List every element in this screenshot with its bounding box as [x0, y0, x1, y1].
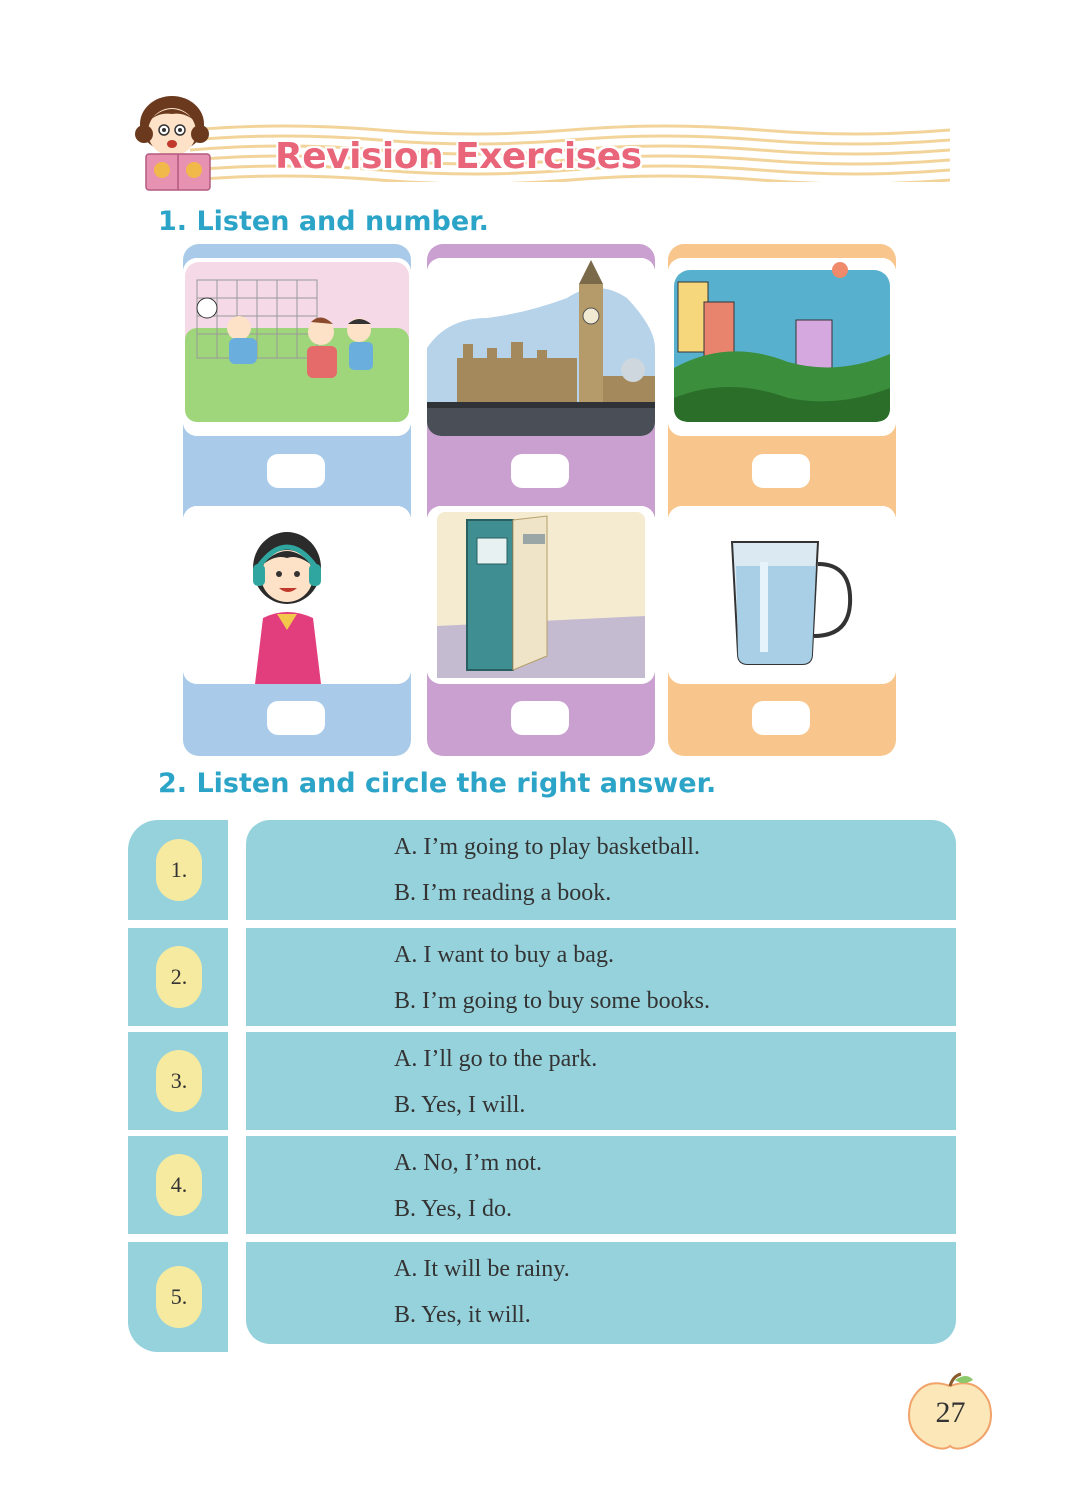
question-row-3	[128, 1032, 958, 1130]
option-a[interactable]: A. I want to buy a bag.	[394, 942, 614, 968]
number-answer-box[interactable]	[267, 701, 325, 735]
reading-girl-icon	[130, 92, 220, 197]
number-answer-box[interactable]	[752, 701, 810, 735]
football-picture	[183, 258, 411, 436]
row-number-panel	[128, 1242, 228, 1352]
option-a[interactable]: A. No, I’m not.	[394, 1150, 542, 1176]
row-options-panel	[246, 1136, 956, 1234]
question-row-1	[128, 820, 958, 920]
section-2-title: 2. Listen and circle the right answer.	[158, 768, 717, 799]
open-door-picture	[427, 506, 655, 684]
glass-of-water-picture	[668, 506, 896, 684]
picture-column-1	[183, 244, 411, 756]
question-row-2	[128, 928, 958, 1026]
number-answer-box[interactable]	[267, 454, 325, 488]
number-answer-box[interactable]	[511, 701, 569, 735]
row-number-panel	[128, 1032, 228, 1130]
page-number: 27	[935, 1396, 966, 1429]
big-ben-picture	[427, 258, 655, 436]
question-number-badge: 4.	[156, 1154, 202, 1216]
option-a[interactable]: A. I’ll go to the park.	[394, 1046, 598, 1072]
number-answer-box[interactable]	[752, 454, 810, 488]
question-row-4	[128, 1136, 958, 1234]
row-options-panel	[246, 928, 956, 1026]
row-number-panel	[128, 820, 228, 920]
city-park-picture	[668, 258, 896, 436]
row-number-panel	[128, 1136, 228, 1234]
picture-card-football	[183, 258, 411, 436]
picture-card-big-ben	[427, 258, 655, 436]
section-1-title: 1. Listen and number.	[158, 206, 489, 237]
option-b[interactable]: B. I’m going to buy some books.	[394, 988, 710, 1014]
question-number-badge: 1.	[156, 839, 202, 901]
picture-card-glass	[668, 506, 896, 684]
page-header	[130, 92, 950, 202]
number-answer-box[interactable]	[511, 454, 569, 488]
row-options-panel	[246, 1032, 956, 1130]
picture-card-door	[427, 506, 655, 684]
row-number-panel	[128, 928, 228, 1026]
question-number-badge: 5.	[156, 1266, 202, 1328]
option-a[interactable]: A. It will be rainy.	[394, 1256, 570, 1282]
option-b[interactable]: B. Yes, it will.	[394, 1302, 531, 1328]
page-title: Revision Exercises	[275, 136, 642, 177]
option-a[interactable]: A. I’m going to play basketball.	[394, 834, 700, 860]
picture-card-headphones	[183, 506, 411, 684]
picture-card-park	[668, 258, 896, 436]
picture-column-2	[427, 244, 655, 756]
question-number-badge: 2.	[156, 946, 202, 1008]
picture-column-3	[668, 244, 896, 756]
row-options-panel	[246, 820, 956, 920]
question-number-badge: 3.	[156, 1050, 202, 1112]
question-row-5	[128, 1242, 958, 1352]
girl-headphones-picture	[183, 506, 411, 684]
option-b[interactable]: B. I’m reading a book.	[394, 880, 612, 906]
row-options-panel	[246, 1242, 956, 1344]
option-b[interactable]: B. Yes, I do.	[394, 1196, 513, 1222]
option-b[interactable]: B. Yes, I will.	[394, 1092, 526, 1118]
